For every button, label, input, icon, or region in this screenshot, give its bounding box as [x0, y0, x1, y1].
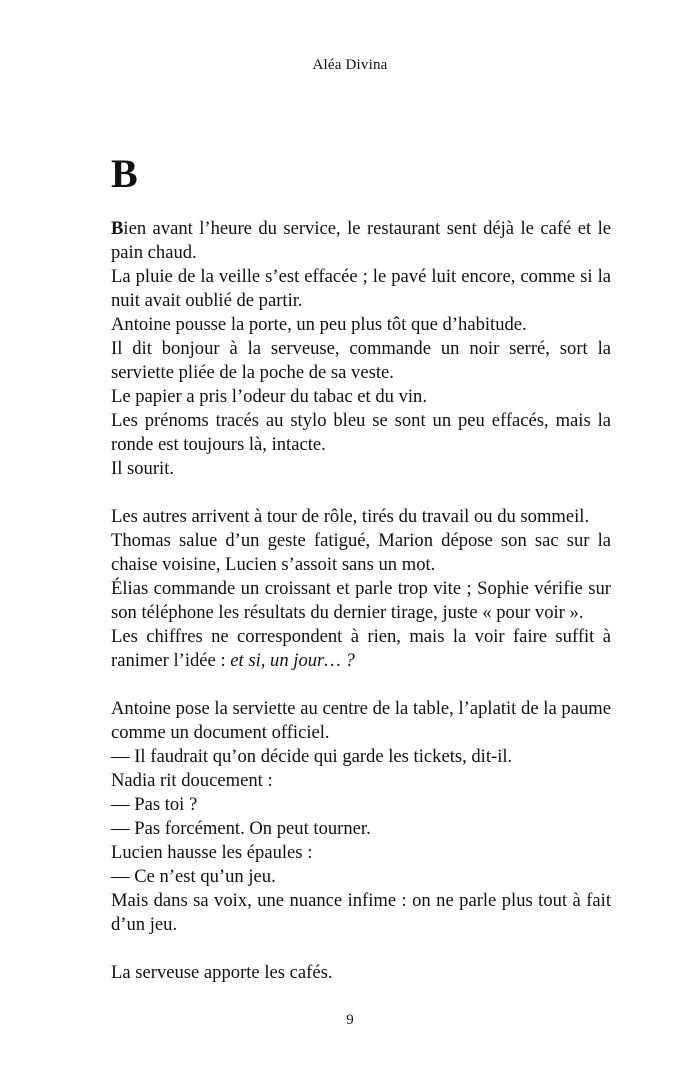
paragraph: La pluie de la veille s’est effacée ; le pavé luit encore, comme si la nuit avait oublié de partir.: [111, 266, 611, 311]
paragraph: Les prénoms tracés au stylo bleu se sont un peu effacés, mais la ronde est toujours là, intacte.: [111, 410, 611, 455]
paragraph: Mais dans sa voix, une nuance infime : on ne parle plus tout à fait d’un jeu.: [111, 890, 611, 935]
paragraph: Lucien hausse les épaules :: [111, 842, 313, 863]
running-header: Aléa Divina: [312, 57, 388, 73]
paragraph: Élias commande un croissant et parle trop vite ; Sophie vérifie sur son téléphone les résultats du dernier tirage, juste « pour voir ».: [111, 578, 611, 623]
paragraph: La serveuse apporte les cafés.: [111, 962, 333, 983]
dialogue-line: — Pas forcément. On peut tourner.: [111, 818, 371, 839]
paragraph: [111, 625, 611, 673]
paragraph: Les autres arrivent à tour de rôle, tirés du travail ou du sommeil.: [111, 506, 590, 527]
body-text: [111, 217, 611, 985]
paragraph: Thomas salue d’un geste fatigué, Marion dépose son sac sur la chaise voisine, Lucien s’assoit sans un mot.: [111, 530, 611, 575]
italic-phrase: et si, un jour… ?: [230, 650, 355, 671]
dialogue-line: — Il faudrait qu’on décide qui garde les tickets, dit-il.: [111, 746, 513, 767]
paragraph-text: Les chiffres ne correspondent à rien, mais la voir faire suffit à ranimer l’idée :: [111, 626, 611, 671]
paragraph: Le papier a pris l’odeur du tabac et du vin.: [111, 386, 427, 407]
dialogue-line: — Ce n’est qu’un jeu.: [111, 866, 276, 887]
paragraph-break: [111, 673, 611, 697]
first-line-text: ien avant l’heure du service, le restaurant sent déjà le café et le pain chaud.: [111, 218, 611, 263]
paragraph: Antoine pose la serviette au centre de la table, l’aplatit de la paume comme un document officiel.: [111, 698, 611, 743]
chapter-letter: B: [111, 151, 138, 196]
dialogue-line: — Pas toi ?: [111, 794, 198, 815]
paragraph: Nadia rit doucement :: [111, 770, 273, 791]
paragraph-break: [111, 937, 611, 961]
paragraph: Antoine pousse la porte, un peu plus tôt que d’habitude.: [111, 314, 527, 335]
paragraph: Il dit bonjour à la serveuse, commande un noir serré, sort la serviette pliée de la poche de sa veste.: [111, 338, 611, 383]
paragraph: [111, 217, 611, 265]
paragraph: Il sourit.: [111, 458, 175, 479]
first-letter: B: [111, 218, 124, 239]
page-number: 9: [346, 1012, 354, 1028]
paragraph-break: [111, 481, 611, 505]
